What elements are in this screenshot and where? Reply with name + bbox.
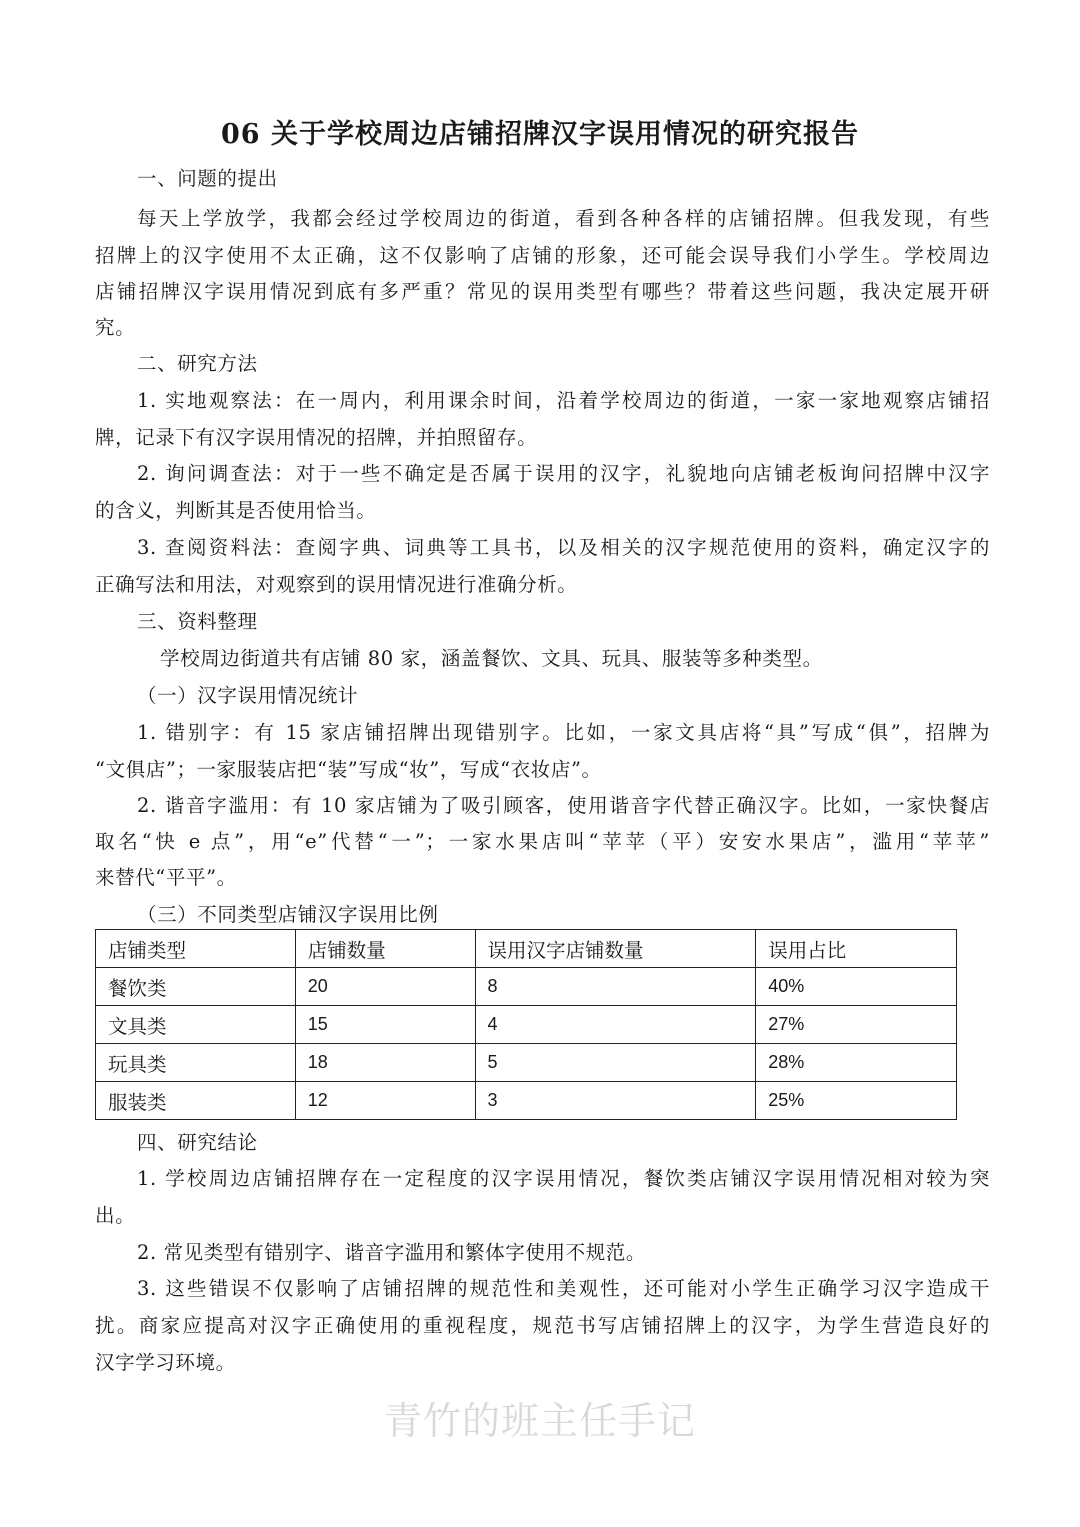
- paragraph-line: 2. 常见类型有错别字、谐音字滥用和繁体字使用不规范。: [137, 1241, 647, 1264]
- section-heading-conclusion: 四、研究结论: [137, 1131, 258, 1154]
- paragraph-line: 招牌上的汉字使用不太正确，这不仅影响了店铺的形象，还可能会误导我们小学生。学校周边: [95, 244, 990, 267]
- table-cell: 5: [475, 1044, 756, 1082]
- table-cell: 27%: [756, 1006, 957, 1044]
- paragraph-line: 每天上学放学，我都会经过学校周边的街道，看到各种各样的店铺招牌。但我发现，有些: [137, 207, 990, 230]
- paragraph-line: 牌，记录下有汉字误用情况的招牌，并拍照留存。: [95, 426, 538, 449]
- paragraph-line: 正确写法和用法，对观察到的误用情况进行准确分析。: [95, 573, 578, 596]
- table-cell: 4: [475, 1006, 756, 1044]
- table-header-row: [96, 930, 957, 968]
- paragraph-line: 3. 查阅资料法：查阅字典、词典等工具书，以及相关的汉字规范使用的资料，确定汉字的: [137, 536, 990, 559]
- table-cell: 餐饮类: [96, 968, 296, 1006]
- table-cell: 文具类: [96, 1006, 296, 1044]
- table-cell: 服装类: [96, 1082, 296, 1120]
- paragraph-line: 学校周边街道共有店铺 80 家，涵盖餐饮、文具、玩具、服装等多种类型。: [160, 647, 823, 670]
- section-heading-data: 三、资料整理: [137, 610, 258, 633]
- paragraph-line: 扰。商家应提高对汉字正确使用的重视程度，规范书写店铺招牌上的汉字，为学生营造良好的: [95, 1314, 990, 1337]
- table-cell: 40%: [756, 968, 957, 1006]
- paragraph-line: 2. 谐音字滥用：有 10 家店铺为了吸引顾客，使用谐音字代替正确汉字。比如，一家快餐店: [137, 794, 990, 817]
- table-row: [96, 1006, 957, 1044]
- paragraph-line: 3. 这些错误不仅影响了店铺招牌的规范性和美观性，还可能对小学生正确学习汉字造成干: [137, 1277, 990, 1300]
- table-row: [96, 968, 957, 1006]
- paragraph-line: 1. 错别字：有 15 家店铺招牌出现错别字。比如，一家文具店将“具”写成“俱”，招牌为: [137, 721, 990, 744]
- table-header-cell: 店铺数量: [295, 930, 475, 968]
- paragraph-line: “文俱店”；一家服装店把“装”写成“妆”，写成“衣妆店”。: [95, 758, 602, 781]
- paragraph-line: 1. 实地观察法：在一周内，利用课余时间，沿着学校周边的街道，一家一家地观察店铺招: [137, 389, 990, 412]
- paragraph-line: 的含义，判断其是否使用恰当。: [95, 499, 377, 522]
- report-title: 06 关于学校周边店铺招牌汉字误用情况的研究报告: [221, 119, 859, 150]
- section-heading-methods: 二、研究方法: [137, 352, 258, 375]
- paragraph-line: 出。: [95, 1204, 136, 1227]
- paragraph-line: 汉字学习环境。: [95, 1351, 236, 1374]
- table-cell: 15: [295, 1006, 475, 1044]
- table-cell: 玩具类: [96, 1044, 296, 1082]
- subheading-ratio-table: （三）不同类型店铺汉字误用比例: [137, 903, 439, 926]
- watermark: 青竹的班主任手记: [383, 1399, 696, 1443]
- table-row: [96, 1082, 957, 1120]
- table-cell: 28%: [756, 1044, 957, 1082]
- misuse-ratio-table: [95, 929, 957, 1120]
- paragraph-line: 取名“快 e 点”，用“e”代替“一”；一家水果店叫“苹苹（平）安安水果店”，滥用“苹苹”: [95, 830, 990, 853]
- table-cell: 18: [295, 1044, 475, 1082]
- table-cell: 8: [475, 968, 756, 1006]
- table-cell: 20: [295, 968, 475, 1006]
- table-header-cell: 误用占比: [756, 930, 957, 968]
- table-header-cell: 误用汉字店铺数量: [475, 930, 756, 968]
- paragraph-line: 2. 询问调查法：对于一些不确定是否属于误用的汉字，礼貌地向店铺老板询问招牌中汉字: [137, 462, 990, 485]
- table-cell: 3: [475, 1082, 756, 1120]
- paragraph-line: 1. 学校周边店铺招牌存在一定程度的汉字误用情况，餐饮类店铺汉字误用情况相对较为突: [137, 1167, 990, 1190]
- subheading-misuse-stats: （一）汉字误用情况统计: [137, 684, 359, 707]
- paragraph-line: 来替代“平平”。: [95, 866, 237, 889]
- paragraph-line: 究。: [95, 316, 136, 339]
- table-cell: 25%: [756, 1082, 957, 1120]
- paragraph-line: 店铺招牌汉字误用情况到底有多严重？常见的误用类型有哪些？带着这些问题，我决定展开研: [95, 280, 990, 303]
- table-header-cell: 店铺类型: [96, 930, 296, 968]
- table-row: [96, 1044, 957, 1082]
- table-cell: 12: [295, 1082, 475, 1120]
- section-heading-problem: 一、问题的提出: [137, 167, 278, 190]
